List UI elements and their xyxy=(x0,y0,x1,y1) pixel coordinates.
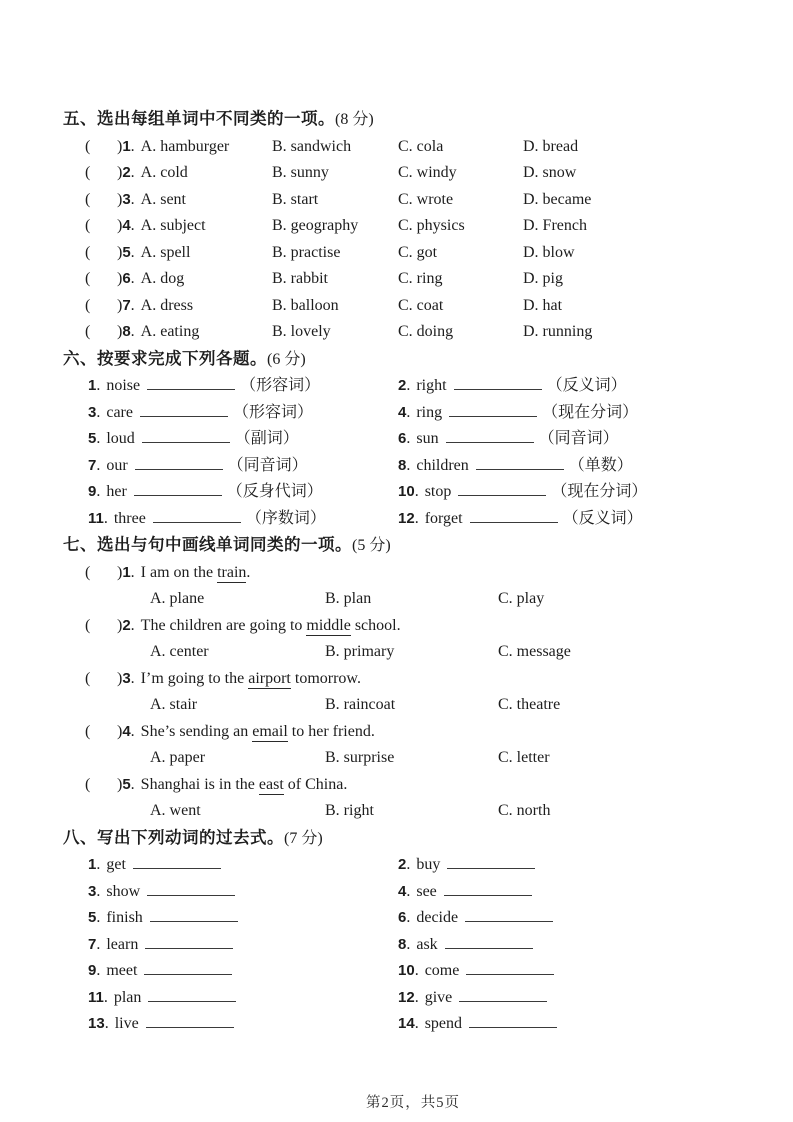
option-c: C. got xyxy=(398,243,438,261)
option-b: B. right xyxy=(325,802,374,819)
hint: （同音词） xyxy=(227,456,308,474)
options-row xyxy=(63,586,763,613)
answer-paren: ( xyxy=(85,323,91,340)
option-c: C. north xyxy=(498,802,551,819)
sentence: )5. Shanghai is in the east of China. xyxy=(117,775,348,793)
fill-item-2: 2. right （反义词） xyxy=(398,377,627,394)
fill-item-4: 4. ring （现在分词） xyxy=(398,403,639,421)
fill-item-9: 9. her （反身代词） xyxy=(88,483,323,500)
answer-paren: ( xyxy=(85,296,91,314)
answer-blank xyxy=(133,854,221,869)
answer-blank xyxy=(150,907,238,922)
sentence-question-4 xyxy=(63,719,763,772)
option-b: B. rabbit xyxy=(272,270,328,287)
section-5-title: 五、选出每组单词中不同类的一项。 xyxy=(63,110,335,128)
section-7-same-category xyxy=(63,532,763,825)
sentence: )3. I’m going to the airport tomorrow. xyxy=(117,669,361,687)
answer-blank xyxy=(145,934,233,949)
option-d: D. French xyxy=(523,217,587,234)
option-c: C. letter xyxy=(498,749,550,766)
fill-item-1: 1. noise （形容词） xyxy=(88,377,321,394)
option-b: B. start xyxy=(272,190,319,208)
section-8-title: 八、写出下列动词的过去式。 xyxy=(63,828,284,847)
option-a: )7. A. dress xyxy=(117,296,194,314)
mc-row-6 xyxy=(63,266,763,293)
answer-blank xyxy=(447,854,535,869)
option-c: C. physics xyxy=(398,217,465,234)
sentence: )1. I am on the train. xyxy=(117,563,251,581)
answer-blank xyxy=(444,881,532,896)
mc-row-7 xyxy=(63,293,763,320)
option-a: A. plane xyxy=(150,590,205,607)
option-b: B. practise xyxy=(272,243,341,261)
fill-item-12: 12. forget （反义词） xyxy=(398,509,643,527)
verb-item-5: 5. finish xyxy=(88,905,398,932)
verb-item-7: 7. learn xyxy=(88,932,398,959)
option-a: )3. A. sent xyxy=(117,190,186,208)
answer-blank xyxy=(459,987,547,1002)
answer-blank xyxy=(134,481,222,496)
answer-blank xyxy=(147,375,235,390)
sentence-question-2 xyxy=(63,613,763,666)
mc-row-4 xyxy=(63,213,763,240)
section-7-heading xyxy=(63,532,763,560)
answer-paren: ( xyxy=(85,722,91,740)
hint: （同音词） xyxy=(538,430,619,447)
option-c: C. doing xyxy=(398,323,454,340)
underlined-word: email xyxy=(252,722,288,740)
option-c: C. coat xyxy=(398,296,444,314)
option-b: B. surprise xyxy=(325,749,395,766)
option-a: A. paper xyxy=(150,749,206,766)
fill-item-10: 10. stop （现在分词） xyxy=(398,483,648,500)
option-b: B. sunny xyxy=(272,164,329,181)
verb-item-1: 1. get xyxy=(88,852,398,879)
option-d: D. running xyxy=(523,323,593,340)
page-number-footer: 第2页，共5页 xyxy=(366,1094,460,1111)
verb-item-6: 6. decide xyxy=(398,905,763,932)
verb-item-4: 4. see xyxy=(398,879,763,906)
sentence-question-1 xyxy=(63,560,763,613)
option-c: C. wrote xyxy=(398,190,454,208)
verb-item-10: 10. come xyxy=(398,958,763,985)
option-b: B. geography xyxy=(272,217,359,234)
hint: （反义词） xyxy=(546,377,627,394)
option-a: A. stair xyxy=(150,696,198,713)
section-5-heading xyxy=(63,106,763,134)
hint: （反义词） xyxy=(562,509,643,527)
option-d: D. bread xyxy=(523,137,579,155)
option-c: C. play xyxy=(498,590,545,607)
section-5-points: (8 分) xyxy=(335,111,374,128)
mc-row-2 xyxy=(63,160,763,187)
verb-item-8: 8. ask xyxy=(398,932,763,959)
answer-paren: ( xyxy=(85,775,91,793)
sentence-question-5 xyxy=(63,772,763,825)
fill-item-6: 6. sun （同音词） xyxy=(398,430,619,447)
answer-blank xyxy=(142,428,230,443)
option-a: )4. A. subject xyxy=(117,217,206,234)
option-b: B. raincoat xyxy=(325,696,396,713)
option-a: A. went xyxy=(150,802,201,819)
hint: （副词） xyxy=(234,430,299,447)
answer-blank xyxy=(449,402,537,417)
answer-blank xyxy=(458,481,546,496)
hint: （现在分词） xyxy=(551,483,648,500)
answer-paren: ( xyxy=(85,669,91,687)
section-8-heading xyxy=(63,825,763,853)
answer-paren: ( xyxy=(85,563,91,581)
hint: （反身代词） xyxy=(226,483,323,500)
option-c: C. message xyxy=(498,643,571,660)
section-6-points: (6 分) xyxy=(267,350,306,368)
section-6-word-forms xyxy=(63,346,763,533)
option-d: D. snow xyxy=(523,164,577,181)
option-b: B. plan xyxy=(325,590,372,607)
mc-row-5 xyxy=(63,240,763,267)
option-a: )2. A. cold xyxy=(117,164,188,181)
verb-item-13: 13. live xyxy=(88,1011,398,1038)
sentence-question-3 xyxy=(63,666,763,719)
underlined-word: middle xyxy=(306,616,351,634)
section-7-title: 七、选出与句中画线单词同类的一项。 xyxy=(63,536,352,554)
answer-blank xyxy=(148,987,236,1002)
verb-item-14: 14. spend xyxy=(398,1011,763,1038)
answer-blank xyxy=(446,428,534,443)
answer-blank xyxy=(465,907,553,922)
fill-item-3: 3. care （形容词） xyxy=(88,403,313,421)
answer-blank xyxy=(469,1013,557,1028)
option-b: B. balloon xyxy=(272,296,339,314)
option-d: D. hat xyxy=(523,296,563,314)
answer-paren: ( xyxy=(85,137,91,155)
mc-row-1 xyxy=(63,134,763,161)
answer-blank xyxy=(147,881,235,896)
fill-item-8: 8. children （单数） xyxy=(398,456,633,474)
answer-paren: ( xyxy=(85,243,91,261)
answer-paren: ( xyxy=(85,217,91,234)
section-6-title: 六、按要求完成下列各题。 xyxy=(63,349,267,368)
answer-blank xyxy=(466,960,554,975)
option-c: C. cola xyxy=(398,137,444,155)
options-row xyxy=(63,798,763,825)
answer-blank xyxy=(445,934,533,949)
verb-item-2: 2. buy xyxy=(398,852,763,879)
mc-row-3 xyxy=(63,187,763,214)
options-row xyxy=(63,692,763,719)
option-d: D. pig xyxy=(523,270,563,287)
section-8-grid xyxy=(63,852,763,1038)
underlined-word: train xyxy=(217,563,247,581)
answer-paren: ( xyxy=(85,190,91,208)
hint: （单数） xyxy=(568,456,633,474)
hint: （序数词） xyxy=(245,509,326,527)
answer-blank xyxy=(140,402,228,417)
answer-paren: ( xyxy=(85,164,91,181)
hint: （形容词） xyxy=(232,403,313,421)
option-a: )8. A. eating xyxy=(117,323,200,340)
option-a: )1. A. hamburger xyxy=(117,137,230,155)
option-d: D. blow xyxy=(523,243,575,261)
answer-blank xyxy=(144,960,232,975)
verb-item-11: 11. plan xyxy=(88,985,398,1012)
verb-item-9: 9. meet xyxy=(88,958,398,985)
section-7-points: (5 分) xyxy=(352,537,391,554)
sentence: )4. She’s sending an email to her friend. xyxy=(117,722,375,740)
verb-item-3: 3. show xyxy=(88,879,398,906)
answer-blank xyxy=(146,1013,234,1028)
section-6-grid xyxy=(63,373,763,532)
option-a: A. center xyxy=(150,643,209,660)
answer-paren: ( xyxy=(85,270,91,287)
underlined-word: airport xyxy=(248,669,291,687)
options-row xyxy=(63,639,763,666)
hint: （形容词） xyxy=(240,377,321,394)
option-d: D. became xyxy=(523,190,592,208)
section-6-heading xyxy=(63,346,763,374)
answer-blank xyxy=(454,375,542,390)
option-b: B. lovely xyxy=(272,323,331,340)
option-c: C. windy xyxy=(398,164,457,181)
fill-item-5: 5. loud （副词） xyxy=(88,430,299,447)
section-8-points: (7 分) xyxy=(284,829,323,847)
option-b: B. primary xyxy=(325,643,395,660)
answer-blank xyxy=(476,455,564,470)
options-row xyxy=(63,745,763,772)
verb-item-12: 12. give xyxy=(398,985,763,1012)
section-5-odd-one-out xyxy=(63,106,763,346)
answer-blank xyxy=(153,508,241,523)
option-b: B. sandwich xyxy=(272,137,352,155)
answer-blank xyxy=(135,455,223,470)
answer-blank xyxy=(470,508,558,523)
mc-row-8 xyxy=(63,319,763,346)
sentence: )2. The children are going to middle school. xyxy=(117,616,401,634)
fill-item-7: 7. our （同音词） xyxy=(88,456,308,474)
option-c: C. theatre xyxy=(498,696,561,713)
option-a: )6. A. dog xyxy=(117,270,185,287)
hint: （现在分词） xyxy=(542,403,639,421)
answer-paren: ( xyxy=(85,616,91,634)
option-a: )5. A. spell xyxy=(117,243,191,261)
section-8-past-tense xyxy=(63,825,763,1038)
underlined-word: east xyxy=(258,775,284,793)
fill-item-11: 11. three （序数词） xyxy=(88,509,326,527)
option-c: C. ring xyxy=(398,270,443,287)
